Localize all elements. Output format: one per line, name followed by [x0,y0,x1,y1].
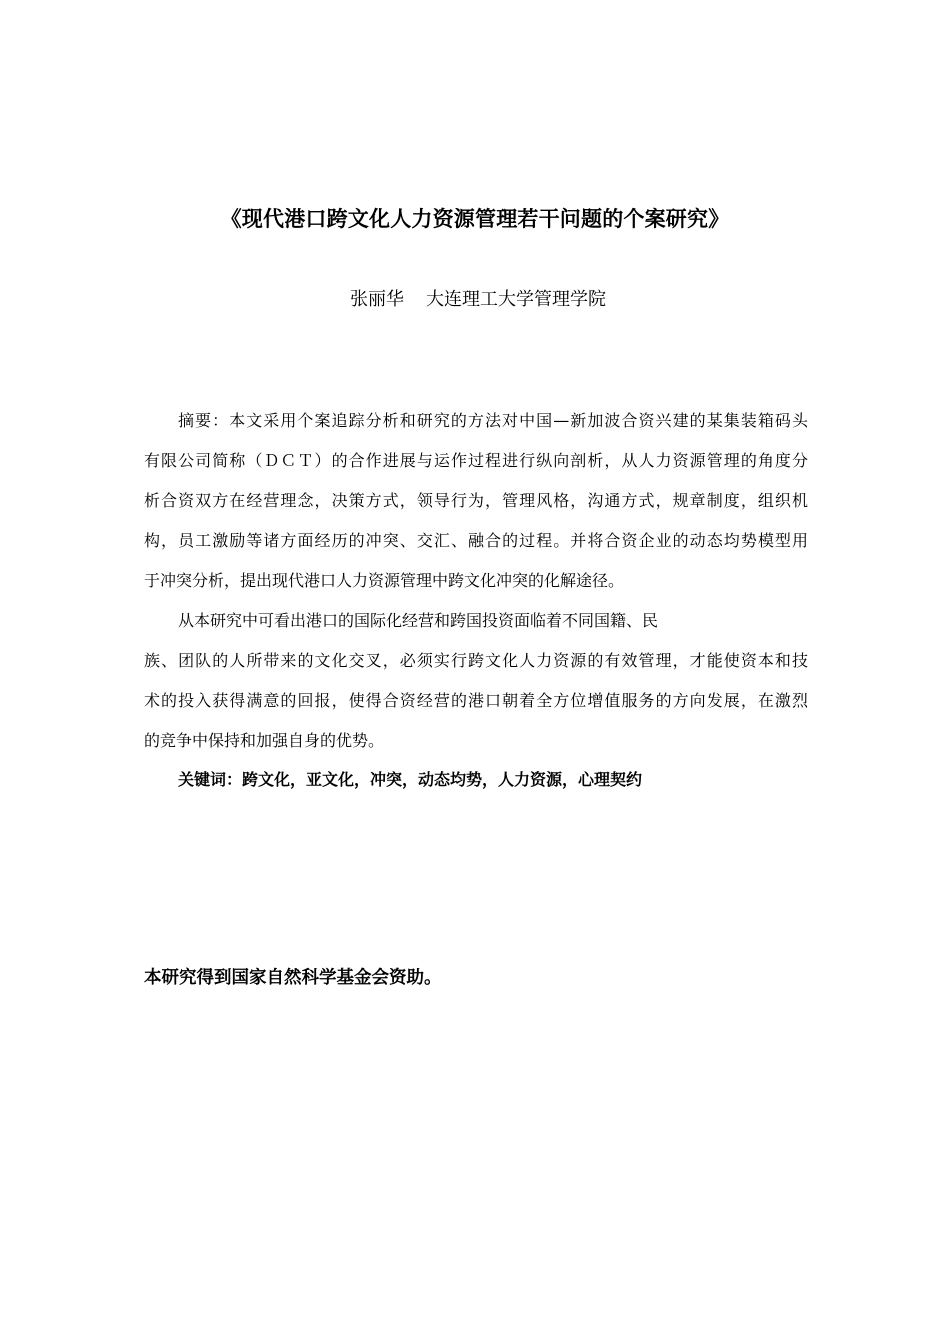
abstract-line: 于冲突分析，提出现代港口人力资源管理中跨文化冲突的化解途径。 [144,571,625,590]
conclusion-line: 的竞争中保持和加强自身的优势。 [144,731,385,750]
conclusion-line: 族、团队的人所带来的文化交叉，必须实行跨文化人力资源的有效管理，才能使资本和技 [144,651,808,670]
abstract-line: 摘要：本文采用个案追踪分析和研究的方法对中国—新加波合资兴建的某集装箱码头 [178,411,808,430]
conclusion-line: 从本研究中可看出港口的国际化经营和跨国投资面临着不同国籍、民 [178,611,659,630]
keywords-line: 关键词：跨文化，亚文化，冲突，动态均势，人力资源，心理契约 [178,770,643,789]
byline [0,286,950,314]
conclusion-line: 术的投入获得满意的回报，使得合资经营的港口朝着全方位增值服务的方向发展，在激烈 [144,691,808,710]
abstract-line: 有限公司简称（ＤＣＴ）的合作进展与运作过程进行纵向剖析，从人力资源管理的角度分 [144,451,808,470]
abstract-paragraph [144,401,808,601]
abstract-line: 构，员工激励等诸方面经历的冲突、交汇、融合的过程。并将合资企业的动态均势模型用 [144,531,808,550]
author-affiliation: 大连理工大学管理学院 [426,289,606,310]
abstract-line: 析合资双方在经营理念，决策方式，领导行为，管理风格，沟通方式，规章制度，组织机 [144,491,808,510]
author-name: 张丽华 [350,289,404,310]
conclusion-paragraph [144,601,808,761]
funding-note: 本研究得到国家自然科学基金会资助。 [144,968,442,988]
document-title: 《现代港口跨文化人力资源管理若干问题的个案研究》 [220,207,730,231]
